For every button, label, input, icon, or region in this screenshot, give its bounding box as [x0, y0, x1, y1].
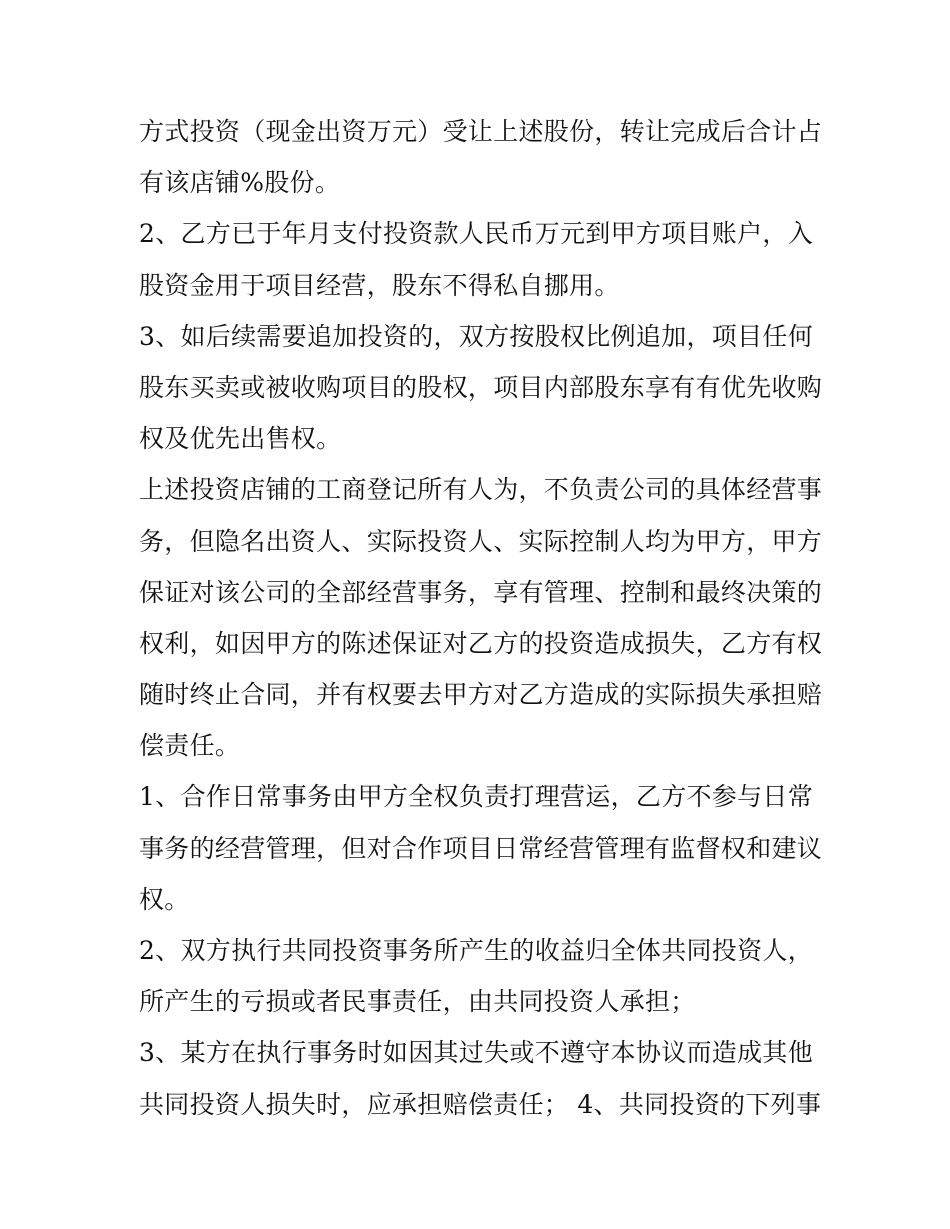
text-line: 所产生的亏损或者民事责任，由共同投资人承担； — [139, 987, 696, 1017]
text-line: 2、双方执行共同投资事务所产生的收益归全体共同投资人， — [139, 936, 814, 965]
document-body — [139, 106, 829, 1130]
text-line: 权利，如因甲方的陈述保证对乙方的投资造成损失，乙方有权 — [139, 628, 823, 658]
text-line: 2、乙方已于年月支付投资款人民币万元到甲方项目账户，入 — [139, 219, 814, 249]
text-line: 事务的经营管理，但对合作项目日常经营管理有监督权和建议 — [139, 833, 823, 863]
text-line: 随时终止合同，并有权要去甲方对乙方造成的实际损失承担赔 — [139, 680, 823, 710]
text-line: 共同投资人损失时，应承担赔偿责任； 4、共同投资的下列事 — [139, 1089, 822, 1119]
text-line: 股东买卖或被收购项目的股权，项目内部股东享有有优先收购 — [139, 372, 823, 402]
text-line: 3、如后续需要追加投资的，双方按股权比例追加，项目任何 — [139, 321, 814, 351]
text-line: 权及优先出售权。 — [139, 424, 342, 454]
text-line: 权。 — [139, 884, 190, 914]
text-line: 3、某方在执行事务时如因其过失或不遵守本协议而造成其他 — [139, 1038, 814, 1068]
text-line: 保证对该公司的全部经营事务，享有管理、控制和最终决策的 — [139, 577, 823, 607]
text-line: 务，但隐名出资人、实际投资人、实际控制人均为甲方，甲方 — [139, 526, 823, 556]
text-line: 有该店铺%股份。 — [139, 168, 341, 198]
text-line: 股资金用于项目经营，股东不得私自挪用。 — [139, 270, 620, 300]
text-line: 上述投资店铺的工商登记所有人为，不负责公司的具体经营事 — [139, 475, 823, 505]
text-line: 偿责任。 — [139, 731, 241, 761]
text-line: 1、合作日常事务由甲方全权负责打理营运，乙方不参与日常 — [139, 782, 814, 812]
text-line: 方式投资（现金出资万元）受让上述股份，转让完成后合计占 — [139, 117, 823, 146]
